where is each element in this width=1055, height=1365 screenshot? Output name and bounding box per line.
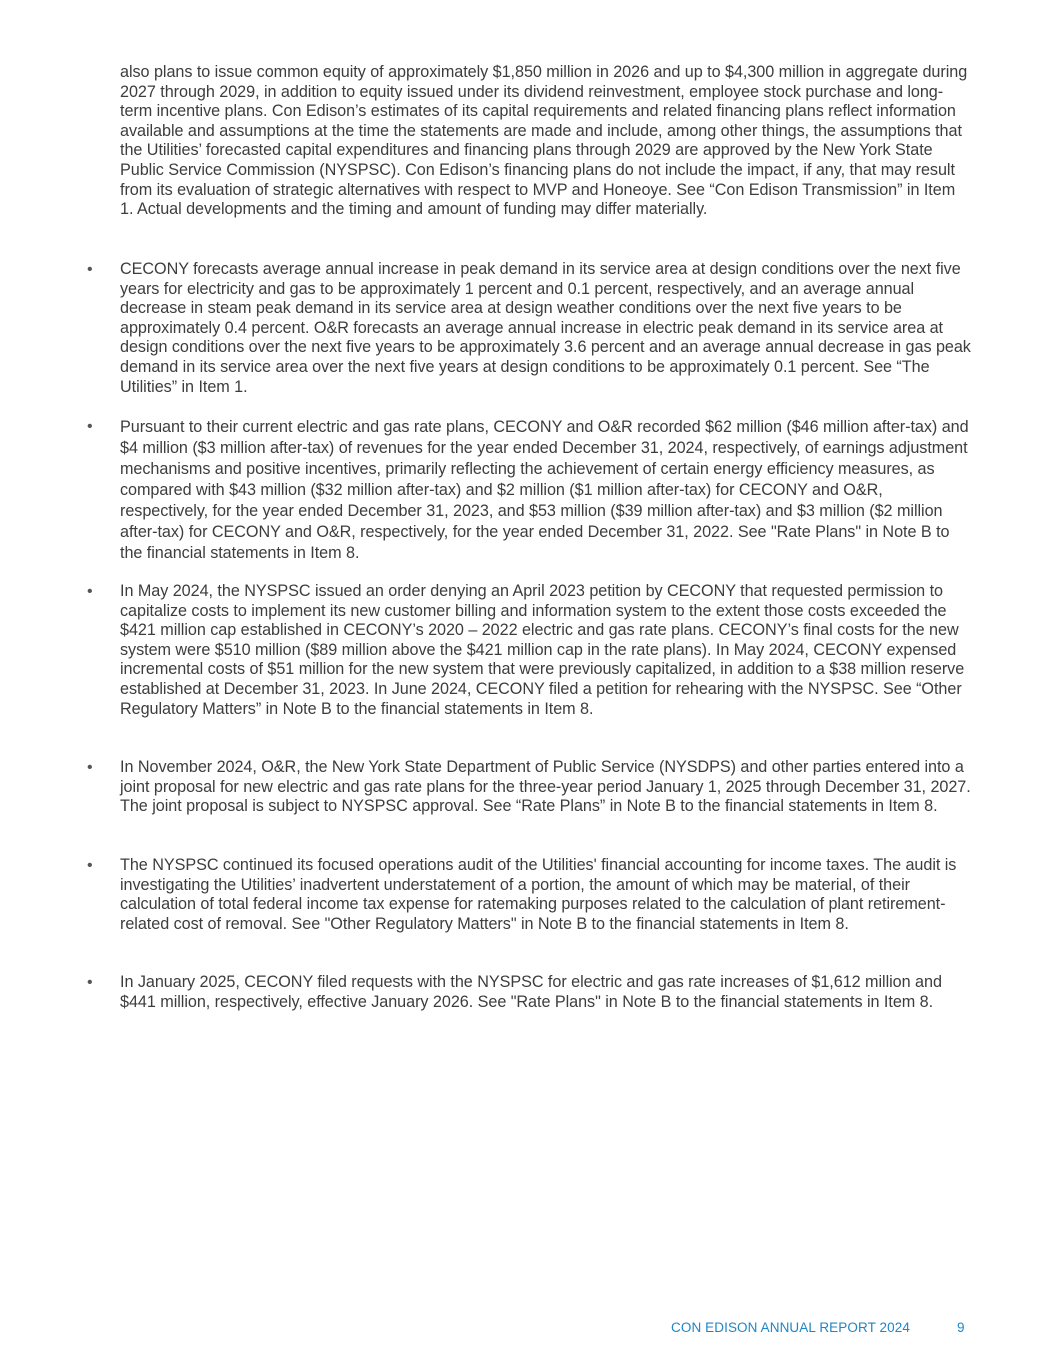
bullet-icon: • [87,261,93,278]
bullet-icon: • [87,974,93,991]
bullet-item-earnings-adjustment: Pursuant to their current electric and gas rate plans, CECONY and O&R recorded $62 million ($46 million after-tax) and $4 million ($3 million after-tax) of revenues for the year ended December 31, 2024, respectively, of earnings adjustment mechanisms and positive incentives, primarily reflecting the achievement of certain energy efficiency measures, as compared with $43 million ($32 million after-tax) and $2 million ($1 million after-tax) for CECONY and O&R, respectively, for the year ended December 31, 2023, and $53 million ($39 million after-tax) and $3 million ($2 million after-tax) for CECONY and O&R, respectively, for the year ended December 31, 2022. See "Rate Plans" in Note B to the financial statements in Item 8. [120,418,969,562]
bullet-item-or-joint-proposal: In November 2024, O&R, the New York State Department of Public Service (NYSDPS) and other parties entered into a joint proposal for new electric and gas rate plans for the three-year period January 1, 2025 through December 31, 2027. The joint proposal is subject to NYSPSC approval. See “Rate Plans” in Note B to the financial statements in Item 8. [120,758,971,816]
bullet-item-rate-increase-request: In January 2025, CECONY filed requests with the NYSPSC for electric and gas rate increases of $1,612 million and $441 million, respectively, effective January 2026. See "Rate Plans" in Note B to the financial statements in Item 8. [120,973,942,1011]
page-number: 9 [957,1320,965,1335]
bullet-icon: • [87,418,93,435]
bullet-icon: • [87,857,93,874]
bullet-item-tax-audit: The NYSPSC continued its focused operations audit of the Utilities' financial accounting for income taxes. The audit is investigating the Utilities’ inadvertent understatement of a portion, the amount of which may be material, of their calculation of total federal income tax expense for ratemaking purposes related to the calculation of plant retirement-related cost of removal. See "Other Regulatory Matters" in Note B to the financial statements in Item 8. [120,856,957,933]
bullet-item-billing-system: In May 2024, the NYSPSC issued an order denying an April 2023 petition by CECONY that requested permission to capitalize costs to implement its new customer billing and information system to the extent those costs exceeded the $421 million cap established in CECONY’s 2020 – 2022 electric and gas rate plans. CECONY’s final costs for the new system were $510 million ($89 million above the $421 million cap in the rate plans). In May 2024, CECONY expensed incremental costs of $51 million for the new system that were previously capitalized, in addition to a $38 million reserve established at December 31, 2023. In June 2024, CECONY filed a petition for rehearing with the NYSPSC. See “Other Regulatory Matters” in Note B to the financial statements in Item 8. [120,582,965,718]
bullet-item-peak-demand: CECONY forecasts average annual increase in peak demand in its service area at design conditions over the next five years for electricity and gas to be approximately 1 percent and 0.1 percent, respectively, and an average annual decrease in steam peak demand in its service area at design weather conditions over the next five years to be approximately 0.4 percent. O&R forecasts an average annual increase in electric peak demand in its service area at design conditions over the next five years to be approximately 3.6 percent and an average annual decrease in gas peak demand in its service area over the next five years at design conditions to be approximately 0.1 percent. See “The Utilities” in Item 1. [120,260,971,396]
bullet-icon: • [87,583,93,600]
intro-paragraph: also plans to issue common equity of approximately $1,850 million in 2026 and up to $4,300 million in aggregate during 2027 through 2029, in addition to equity issued under its dividend reinvestment, employee stock purchase and long-term incentive plans. Con Edison’s estimates of its capital requirements and related financing plans reflect information available and assumptions at the time the statements are made and include, among other things, the assumptions that the Utilities’ forecasted capital expenditures and financing plans through 2029 are approved by the New York State Public Service Commission (NYSPSC). Con Edison’s financing plans do not include the impact, if any, that may result from its evaluation of strategic alternatives with respect to MVP and Honeoye. See “Con Edison Transmission” in Item 1. Actual developments and the timing and amount of funding may differ materially. [120,63,968,219]
bullet-icon: • [87,759,93,776]
footer-report-title: CON EDISON ANNUAL REPORT 2024 [671,1320,910,1335]
